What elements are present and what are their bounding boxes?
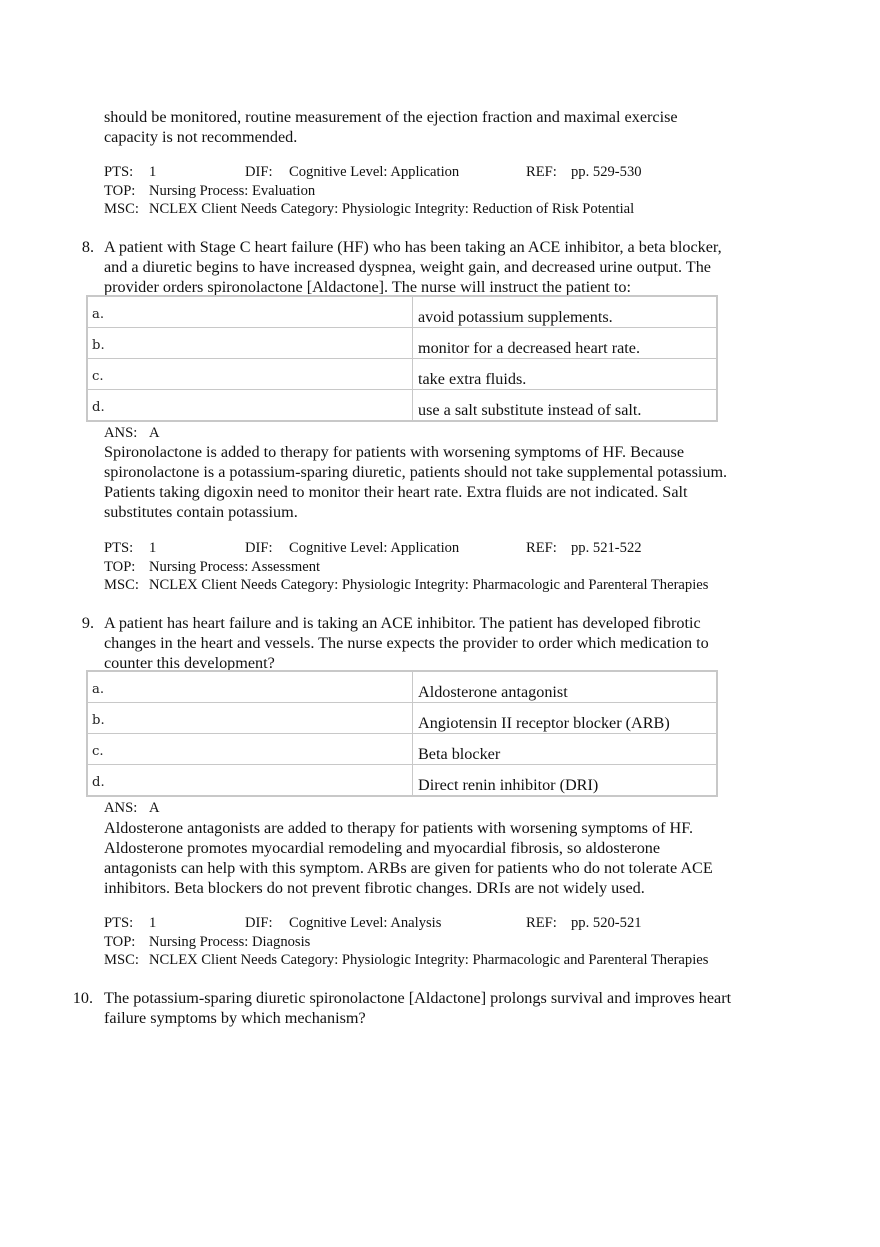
- choice-text: take extra fluids.: [413, 359, 718, 390]
- msc-label: MSC:: [104, 577, 139, 593]
- dif-label: DIF:: [245, 540, 273, 556]
- answer-value: A: [149, 425, 160, 441]
- ref-value: pp. 521-522: [571, 540, 642, 556]
- answer-choices-table: [86, 670, 718, 797]
- choice-letter: d.: [87, 390, 413, 422]
- text-line: and a diuretic begins to have increased dyspnea, weight gain, and decreased urine output. The: [104, 258, 711, 276]
- choice-text: Direct renin inhibitor (DRI): [413, 765, 718, 797]
- pts-value: 1: [149, 540, 157, 556]
- ref-label: REF:: [526, 164, 557, 180]
- text-line: A patient has heart failure and is taking an ACE inhibitor. The patient has developed fibrotic: [104, 614, 701, 632]
- text-line: Spironolactone is added to therapy for patients with worsening symptoms of HF. Because: [104, 443, 684, 461]
- question-stem: [104, 237, 722, 297]
- dif-value: Cognitive Level: Application: [289, 540, 460, 556]
- choice-text: monitor for a decreased heart rate.: [413, 328, 718, 359]
- choice-text: Angiotensin II receptor blocker (ARB): [413, 703, 718, 734]
- pts-value: 1: [149, 915, 157, 931]
- msc-label: MSC:: [104, 952, 139, 968]
- text-line: Patients taking digoxin need to monitor their heart rate. Extra fluids are not indicated. Salt: [104, 483, 688, 501]
- text-line: A patient with Stage C heart failure (HF) who has been taking an ACE inhibitor, a beta blocker,: [104, 238, 722, 256]
- choice-letter: c.: [87, 359, 413, 390]
- pts-value: 1: [149, 164, 157, 180]
- pts-label: PTS:: [104, 164, 134, 180]
- top-value: Nursing Process: Diagnosis: [149, 933, 311, 950]
- question-number: 10.: [72, 989, 93, 1007]
- rationale: [104, 442, 727, 522]
- choice-row[interactable]: [87, 671, 717, 703]
- dif-label: DIF:: [245, 164, 273, 180]
- msc-value: NCLEX Client Needs Category: Physiologic Integrity: Pharmacologic and Parenteral Therapies: [149, 577, 709, 593]
- text-line: The potassium-sparing diuretic spironolactone [Aldactone] prolongs survival and improves heart: [104, 989, 732, 1007]
- choice-text: Aldosterone antagonist: [413, 671, 718, 703]
- text-line: capacity is not recommended.: [104, 128, 298, 146]
- choice-letter: a.: [87, 671, 413, 703]
- pts-label: PTS:: [104, 540, 134, 556]
- top-label: TOP:: [104, 933, 136, 950]
- top-label: TOP:: [104, 182, 136, 199]
- answer-choices-table: [86, 295, 718, 422]
- choice-row[interactable]: [87, 703, 717, 734]
- choice-row[interactable]: [87, 390, 717, 422]
- text-line: substitutes contain potassium.: [104, 503, 298, 521]
- msc-label: MSC:: [104, 201, 139, 217]
- text-line: Aldosterone antagonists are added to therapy for patients with worsening symptoms of HF.: [104, 819, 693, 837]
- top-value: Nursing Process: Assessment: [149, 558, 321, 575]
- text-line: antagonists can help with this symptom. ARBs are given for patients who do not tolerate ACE: [104, 859, 713, 877]
- text-line: failure symptoms by which mechanism?: [104, 1009, 366, 1027]
- question-stem: [104, 613, 709, 673]
- answer-value: A: [149, 800, 160, 816]
- top-value: Nursing Process: Evaluation: [149, 182, 316, 199]
- choice-row[interactable]: [87, 765, 717, 797]
- msc-value: NCLEX Client Needs Category: Physiologic Integrity: Pharmacologic and Parenteral Therapies: [149, 952, 709, 968]
- ref-label: REF:: [526, 540, 557, 556]
- question-stem: [104, 988, 731, 1028]
- choice-letter: b.: [87, 328, 413, 359]
- msc-value: NCLEX Client Needs Category: Physiologic Integrity: Reduction of Risk Potential: [149, 201, 635, 217]
- dif-value: Cognitive Level: Analysis: [289, 915, 442, 931]
- pts-label: PTS:: [104, 915, 134, 931]
- choice-text: use a salt substitute instead of salt.: [413, 390, 718, 422]
- continuation-text: [104, 107, 678, 147]
- choice-row[interactable]: [87, 328, 717, 359]
- answer-label: ANS:: [104, 800, 138, 816]
- dif-value: Cognitive Level: Application: [289, 164, 460, 180]
- top-label: TOP:: [104, 558, 136, 575]
- answer-label: ANS:: [104, 425, 138, 441]
- choice-row[interactable]: [87, 359, 717, 390]
- ref-value: pp. 529-530: [571, 164, 642, 180]
- dif-label: DIF:: [245, 915, 273, 931]
- ref-value: pp. 520-521: [571, 915, 642, 931]
- text-line: changes in the heart and vessels. The nurse expects the provider to order which medication to: [104, 634, 709, 652]
- choice-row[interactable]: [87, 734, 717, 765]
- text-line: spironolactone is a potassium-sparing diuretic, patients should not take supplemental potassium.: [104, 463, 728, 481]
- choice-letter: c.: [87, 734, 413, 765]
- choice-letter: d.: [87, 765, 413, 797]
- text-line: provider orders spironolactone [Aldactone]. The nurse will instruct the patient to:: [104, 278, 631, 296]
- text-line: inhibitors. Beta blockers do not prevent fibrotic changes. DRIs are not widely used.: [104, 879, 645, 897]
- choice-letter: a.: [87, 296, 413, 328]
- choice-text: Beta blocker: [413, 734, 718, 765]
- question-number: 8.: [81, 238, 94, 256]
- rationale: [104, 818, 713, 898]
- question-number: 9.: [81, 614, 94, 632]
- ref-label: REF:: [526, 915, 557, 931]
- choice-row[interactable]: [87, 296, 717, 328]
- text-line: Aldosterone promotes myocardial remodeling and myocardial fibrosis, so aldosterone: [104, 839, 661, 857]
- text-line: should be monitored, routine measurement of the ejection fraction and maximal exercise: [104, 108, 678, 126]
- choice-text: avoid potassium supplements.: [413, 296, 718, 328]
- choice-letter: b.: [87, 703, 413, 734]
- text-line: counter this development?: [104, 654, 275, 672]
